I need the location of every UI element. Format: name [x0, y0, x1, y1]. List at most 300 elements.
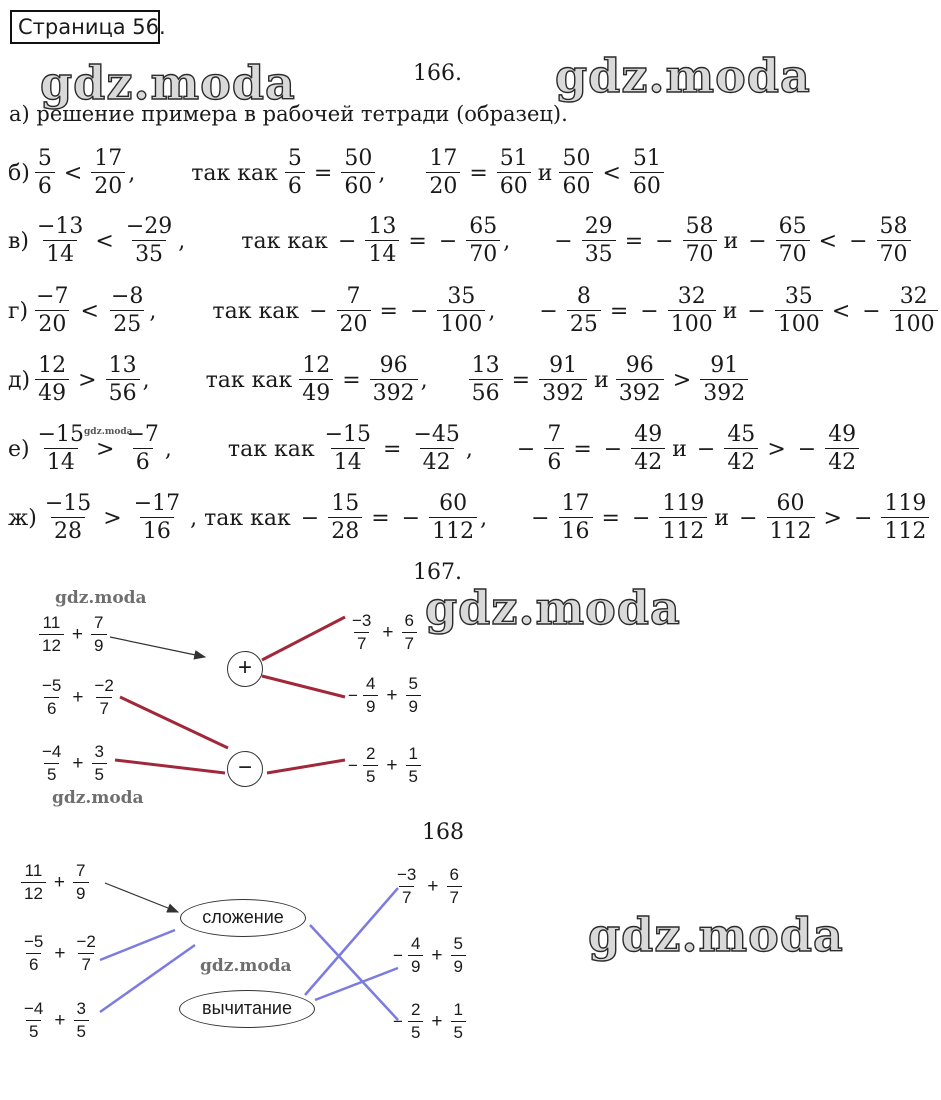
row-e2-right-fraction-denominator: 42 [631, 448, 665, 475]
expr-167-left-1-fraction-a-numerator: 11 [42, 613, 61, 632]
expr-167-left-1-fraction-a-denominator: 12 [39, 634, 64, 656]
expr-167-right-3 [348, 745, 422, 786]
expr-167-right-2-fraction-b-numerator: 5 [408, 674, 418, 693]
page-label: Страница 56. [10, 10, 160, 44]
watermark-top-left: gdz.moda [40, 56, 296, 110]
row-e1-left-fraction-denominator: 28 [328, 517, 362, 544]
row-e1-operator: = [383, 436, 402, 462]
row-e3-right-fraction [881, 492, 929, 544]
expr-167-right-1-fraction-b-numerator: 6 [404, 611, 414, 630]
row-sign: − [655, 228, 674, 254]
row-e1-left-fraction-denominator: 6 [285, 172, 305, 199]
row-e2-left-fraction-numerator: 8 [576, 283, 591, 309]
expr-168-left-2-fraction-a-denominator: 6 [26, 953, 41, 975]
expr-168-right-3-fraction-a-numerator: 2 [410, 1000, 421, 1019]
row-e2-operator: = [511, 367, 531, 393]
arrow-168 [105, 883, 178, 912]
expr-167-left-1-fraction-b [91, 614, 106, 655]
row-lhs-fraction-denominator: 6 [35, 172, 55, 199]
task-167-number: 167. [413, 560, 462, 585]
row-e3-left-fraction-denominator: 60 [559, 172, 593, 199]
line-167-minus-right3 [267, 760, 345, 773]
row-label: ж) [8, 505, 37, 531]
row-e3-right-fraction-denominator: 100 [890, 310, 938, 337]
row-reason: , так как [190, 505, 291, 531]
row-sign: − [631, 505, 651, 531]
watermark-tiny: gdz.moda [84, 427, 133, 437]
row-sign: − [797, 436, 817, 462]
row-sign: − [554, 228, 573, 254]
expr-168-right-2-operator: + [431, 944, 443, 966]
row-e2-left-fraction-denominator: 56 [469, 379, 503, 406]
expr-168-right-3-fraction-b [451, 1001, 466, 1042]
expr-168-right-2-sign: − [393, 945, 403, 965]
row-comma: , [178, 228, 186, 254]
row-sign: − [603, 436, 623, 462]
row-lhs-fraction-denominator: 14 [43, 240, 77, 267]
row-e3-operator: < [602, 160, 621, 186]
row-conjunction: и [723, 228, 739, 254]
expr-167-right-1-fraction-a-numerator: −3 [352, 611, 372, 630]
row-e2-operator: = [601, 505, 620, 531]
expr-167-right-1-fraction-a [349, 612, 374, 653]
row-e2-left-fraction-numerator: 17 [561, 490, 590, 516]
row-rhs-fraction-denominator: 20 [91, 172, 125, 199]
expr-167-left-1-fraction-a [39, 614, 64, 655]
expr-167-right-1-fraction-a-denominator: 7 [354, 632, 369, 654]
row-lhs-fraction-denominator: 14 [44, 448, 78, 475]
row-e3-left-fraction-denominator: 392 [616, 379, 664, 406]
row-e2-left-fraction-numerator: 29 [584, 213, 613, 239]
row-e2-operator: = [469, 160, 488, 186]
row-e1-right-fraction-numerator: 60 [439, 490, 468, 516]
expr-167-right-2-fraction-a-denominator: 9 [363, 695, 378, 717]
watermark-small-167-bottom: gdz.moda [52, 788, 144, 808]
expr-167-right-2-fraction-b-denominator: 9 [406, 695, 421, 717]
expr-168-right-3-operator: + [431, 1010, 443, 1032]
row-lhs-fraction-denominator: 28 [51, 517, 85, 544]
expr-167-right-3-fraction-b [406, 745, 421, 786]
expr-167-left-1-fraction-b-numerator: 7 [94, 613, 104, 632]
expr-168-right-1-fraction-b-denominator: 7 [447, 886, 462, 908]
expr-168-right-1-operator: + [427, 875, 439, 897]
row-e3-right-fraction [877, 215, 911, 267]
row-e2-right-fraction-numerator: 32 [677, 283, 706, 309]
row-rhs-fraction-numerator: −7 [126, 421, 159, 447]
watermark-top-right: gdz.moda [555, 49, 811, 103]
row-e2-left-fraction-denominator: 35 [582, 240, 616, 267]
expr-168-right-3-sign: − [393, 1011, 403, 1031]
expr-168-left-3-fraction-b [74, 1000, 89, 1041]
expr-168-right-2-fraction-b-numerator: 5 [453, 934, 463, 953]
row-sign: − [438, 228, 458, 254]
expr-168-left-3-fraction-a [21, 1000, 46, 1041]
row-e2-operator: = [609, 298, 629, 324]
row-e3-left-fraction-denominator: 100 [775, 310, 823, 337]
row-e1-left-fraction-numerator: 13 [368, 213, 397, 239]
row-conjunction: и [594, 367, 609, 393]
watermark-small-168: gdz.moda [200, 956, 292, 976]
row-e3-left-fraction-numerator: 45 [727, 421, 756, 447]
task-166-line-a: а) решение примера в рабочей тетради (образец). [9, 102, 568, 126]
row-e2-right-fraction-numerator: 119 [662, 490, 705, 516]
row-comma: , [164, 436, 172, 462]
line-168-sub-right1 [305, 888, 398, 995]
row-rhs-fraction-numerator: −8 [110, 283, 144, 309]
row-e1-operator: = [408, 228, 427, 254]
row-e1-left-fraction-denominator: 14 [331, 448, 365, 475]
row-lhs-fraction-numerator: −13 [36, 213, 84, 239]
row-sign: − [337, 228, 357, 254]
row-conjunction: и [714, 505, 730, 531]
row-e2-right-fraction-denominator: 60 [497, 172, 531, 199]
line-167-left3-minus [115, 760, 225, 773]
expr-167-right-3-fraction-b-numerator: 1 [408, 744, 418, 763]
expr-168-left-3-fraction-b-denominator: 5 [74, 1020, 89, 1042]
row-lhs-fraction-denominator: 49 [35, 379, 69, 406]
row-e1-operator: = [313, 160, 333, 186]
expr-168-left-2-fraction-b-denominator: 7 [78, 953, 93, 975]
row-e2-left-fraction-denominator: 20 [426, 172, 460, 199]
row-e1-left-fraction-denominator: 20 [337, 310, 371, 337]
row-e3-right-fraction [890, 285, 938, 337]
row-conjunction: и [672, 436, 687, 462]
expr-167-left-2-fraction-b [92, 677, 117, 718]
row-sign: − [739, 505, 758, 531]
expr-168-right-2-fraction-a-numerator: 4 [410, 934, 421, 953]
row-e2-right-fraction-denominator: 70 [683, 240, 717, 267]
expr-168-left-2-fraction-b-numerator: −2 [76, 932, 96, 951]
row-e1-right-fraction-denominator: 112 [429, 517, 477, 544]
row-sign: − [748, 228, 767, 254]
row-label: е) [8, 436, 30, 462]
row-sign: − [309, 298, 328, 324]
row-comma: , [465, 436, 473, 462]
row-comparison: < [63, 160, 83, 186]
row-e1-left-fraction-numerator: −15 [324, 421, 372, 447]
row-rhs-fraction-numerator: 13 [108, 352, 137, 378]
expr-167-left-2-fraction-a-numerator: −5 [42, 676, 62, 695]
row-e1-operator: = [379, 298, 398, 324]
expr-167-right-2-fraction-a-numerator: 4 [365, 674, 376, 693]
row-rhs-fraction-numerator: −17 [133, 490, 181, 516]
row-e2-left-fraction-denominator: 25 [567, 310, 601, 337]
row-e3-right-fraction-numerator: 58 [879, 213, 908, 239]
expr-167-left-3-fraction-b-numerator: 3 [94, 742, 104, 761]
row-sign: − [516, 436, 536, 462]
expr-168-left-1 [20, 862, 90, 903]
line-168-left2-add [100, 930, 175, 960]
expr-168-right-3 [393, 1001, 467, 1042]
subtraction-oval: вычитание [179, 990, 315, 1028]
expr-168-left-3-operator: + [54, 1009, 66, 1031]
expr-167-right-2-operator: + [386, 684, 398, 706]
row-e3-left-fraction-denominator: 112 [767, 517, 815, 544]
row-e1-right-fraction-numerator: −45 [413, 421, 460, 447]
row-e3-right-fraction-numerator: 119 [884, 490, 927, 516]
row-rhs-fraction-denominator: 25 [110, 310, 144, 337]
row-rhs-fraction-numerator: −29 [125, 213, 173, 239]
row-comma: , [480, 505, 488, 531]
row-e2-left-fraction-numerator: 7 [547, 421, 562, 447]
expr-167-right-1-fraction-b-denominator: 7 [402, 632, 417, 654]
row-e1-right-fraction-denominator: 60 [341, 172, 375, 199]
expr-168-left-2-fraction-a [21, 933, 46, 974]
row-sign: − [300, 505, 320, 531]
row-e2-operator: = [624, 228, 644, 254]
expr-167-left-2-fraction-b-denominator: 7 [96, 697, 111, 719]
row-e3-right-fraction-numerator: 49 [828, 421, 857, 447]
expr-167-left-2-fraction-a [39, 677, 64, 718]
row-e2-right-fraction-numerator: 58 [685, 213, 714, 239]
expr-168-right-3-fraction-a-denominator: 5 [408, 1021, 423, 1043]
row-sign: − [862, 298, 881, 324]
expr-167-right-2 [348, 675, 422, 716]
row-e3-left-fraction-numerator: 60 [776, 490, 805, 516]
row-e3-left-fraction-denominator: 42 [724, 448, 758, 475]
expr-167-right-1 [348, 612, 418, 653]
row-comma: , [420, 367, 428, 393]
expr-168-left-3-fraction-a-numerator: −4 [24, 999, 44, 1018]
row-label: д) [8, 367, 31, 393]
minus-circle: − [227, 751, 263, 787]
row-sign: − [531, 505, 550, 531]
row-rhs-fraction-denominator: 35 [132, 240, 166, 267]
row-e3-operator: > [823, 505, 842, 531]
expr-168-left-2-fraction-b [74, 933, 99, 974]
row-conjunction: и [537, 160, 553, 186]
row-comparison: > [96, 436, 115, 462]
expr-167-left-3-fraction-a [39, 743, 64, 784]
row-e1-right-fraction-denominator: 70 [466, 240, 500, 267]
row-sign: − [747, 298, 766, 324]
expr-167-left-1-fraction-b-denominator: 9 [91, 634, 106, 656]
row-reason: так как [191, 160, 278, 186]
expr-168-right-2-fraction-b [451, 935, 466, 976]
row-e3-right-fraction-numerator: 51 [632, 145, 661, 171]
row-sign: − [409, 298, 429, 324]
row-conjunction: и [722, 298, 738, 324]
row-sign: − [640, 298, 659, 324]
expr-168-left-2-fraction-a-numerator: −5 [24, 932, 44, 951]
addition-oval: сложение [180, 899, 306, 937]
expr-167-left-3-fraction-b [92, 743, 107, 784]
expr-168-right-1-fraction-b-numerator: 6 [449, 865, 459, 884]
row-e3-left-fraction-denominator: 70 [776, 240, 810, 267]
row-e2-left-fraction-numerator: 17 [429, 145, 458, 171]
expr-167-left-1-operator: + [71, 623, 84, 645]
row-e3-operator: > [767, 436, 786, 462]
row-e2-right-fraction-denominator: 392 [539, 379, 587, 406]
row-sign: − [853, 505, 873, 531]
row-e1-right-fraction-numerator: 35 [447, 283, 476, 309]
expr-168-right-2-fraction-b-denominator: 9 [451, 955, 466, 977]
row-reason: так как [212, 298, 300, 324]
expr-168-right-3-fraction-b-denominator: 5 [451, 1021, 466, 1043]
row-e3-left-fraction-numerator: 50 [562, 145, 591, 171]
row-e2-right-fraction-denominator: 112 [659, 517, 707, 544]
expr-167-left-3-fraction-b-denominator: 5 [92, 763, 107, 785]
row-label: в) [8, 228, 29, 254]
expr-167-right-3-fraction-a-numerator: 2 [365, 744, 376, 763]
expr-167-left-3 [38, 743, 108, 784]
arrow-167 [110, 637, 205, 657]
row-label: б) [8, 160, 30, 186]
expr-167-right-2-fraction-b [406, 675, 421, 716]
row-e3-operator: < [818, 228, 838, 254]
row-e1-right-fraction-denominator: 392 [370, 379, 418, 406]
expr-167-left-2-operator: + [72, 686, 84, 708]
expr-168-right-1-fraction-a [394, 866, 419, 907]
row-sign: − [539, 298, 558, 324]
plus-circle: + [227, 651, 263, 687]
row-e2-left-fraction-denominator: 16 [559, 517, 593, 544]
line-167-plus-right1 [262, 617, 345, 660]
expr-167-right-3-fraction-a-denominator: 5 [363, 765, 378, 787]
expr-167-right-2-fraction-a [363, 675, 378, 716]
row-sign: − [401, 505, 421, 531]
row-e1-right-fraction-denominator: 100 [437, 310, 485, 337]
line-168-sub-right2 [315, 968, 398, 1000]
expr-168-right-1-fraction-b [447, 866, 462, 907]
row-e1-left-fraction-numerator: 7 [346, 283, 361, 309]
expr-168-right-3-fraction-a [408, 1001, 423, 1042]
row-lhs-fraction-numerator: −15 [44, 490, 92, 516]
row-e1-right-fraction-numerator: 96 [379, 352, 408, 378]
row-e3-operator: < [831, 298, 851, 324]
expr-168-left-1-operator: + [53, 871, 66, 893]
expr-167-left-3-operator: + [72, 752, 84, 774]
row-e1-operator: = [342, 367, 361, 393]
row-e1-left-fraction-numerator: 12 [302, 352, 331, 378]
expr-167-left-3-fraction-a-denominator: 5 [44, 763, 59, 785]
expr-167-left-2 [38, 677, 118, 718]
row-e1-operator: = [371, 505, 390, 531]
expr-168-right-1 [393, 866, 463, 907]
expr-167-right-1-fraction-b [402, 612, 417, 653]
row-e3-operator: > [672, 367, 692, 393]
row-e1-left-fraction-denominator: 14 [365, 240, 399, 267]
row-lhs-fraction-numerator: 12 [38, 352, 67, 378]
row-e2-right-fraction-numerator: 91 [549, 352, 578, 378]
expr-168-right-1-fraction-a-numerator: −3 [397, 865, 417, 884]
line-167-left2-minus [120, 697, 228, 748]
expr-168-right-2-fraction-a [408, 935, 423, 976]
row-comma: , [503, 228, 511, 254]
row-e1-right-fraction-denominator: 42 [420, 448, 454, 475]
row-label: г) [8, 298, 29, 324]
row-e3-right-fraction-numerator: 91 [710, 352, 739, 378]
row-comma: , [142, 367, 150, 393]
row-e2-left-fraction-numerator: 13 [471, 352, 500, 378]
row-rhs-fraction-denominator: 56 [106, 379, 140, 406]
row-comparison: < [80, 298, 99, 324]
row-e3-right-fraction-denominator: 42 [825, 448, 859, 475]
row-comma: , [488, 298, 496, 324]
row-rhs-fraction-denominator: 16 [140, 517, 174, 544]
watermark-middle: gdz.moda [425, 581, 681, 635]
row-lhs-fraction-numerator: −7 [36, 283, 69, 309]
expr-168-right-2 [393, 935, 467, 976]
expr-168-left-1-fraction-b-numerator: 7 [76, 861, 86, 880]
row-reason: так как [205, 367, 293, 393]
expr-168-right-3-fraction-b-numerator: 1 [453, 1000, 463, 1019]
row-comparison: < [95, 228, 114, 254]
row-comparison: > [78, 367, 97, 393]
expr-168-left-1-fraction-b-denominator: 9 [73, 882, 88, 904]
expr-168-right-2-fraction-a-denominator: 9 [408, 955, 423, 977]
task-166-number: 166. [413, 61, 462, 86]
watermark-small-167-top: gdz.moda [55, 588, 147, 608]
expr-168-left-1-fraction-a [21, 862, 46, 903]
watermark-bottom-right: gdz.moda [588, 908, 844, 962]
row-reason: так как [227, 436, 315, 462]
row-e3-right-fraction-numerator: 32 [899, 283, 928, 309]
row-e2-right-fraction-denominator: 100 [668, 310, 716, 337]
expr-168-left-3-fraction-a-denominator: 5 [26, 1020, 41, 1042]
line-167-plus-right2 [262, 676, 345, 697]
row-comma: , [378, 160, 386, 186]
row-comma: , [128, 160, 136, 186]
expr-168-left-2 [20, 933, 100, 974]
expr-167-right-3-fraction-a [363, 745, 378, 786]
expr-167-right-3-sign: − [348, 755, 358, 775]
task-168-number: 168 [422, 820, 464, 845]
row-lhs-fraction-denominator: 20 [35, 310, 69, 337]
row-rhs-fraction-numerator: 17 [94, 145, 123, 171]
expr-167-left-2-fraction-a-denominator: 6 [44, 697, 59, 719]
row-lhs-fraction-numerator: 5 [37, 145, 52, 171]
row-reason: так как [241, 228, 328, 254]
row-e1-left-fraction-denominator: 49 [299, 379, 333, 406]
row-e1-right-fraction-numerator: 50 [344, 145, 373, 171]
expr-167-right-3-fraction-b-denominator: 5 [406, 765, 421, 787]
row-e3-right-fraction-denominator: 392 [700, 379, 748, 406]
row-rhs-fraction-denominator: 6 [133, 448, 153, 475]
expr-167-right-2-sign: − [348, 685, 358, 705]
row-e1-left-fraction-numerator: 5 [287, 145, 302, 171]
row-e1-right-fraction-numerator: 65 [469, 213, 498, 239]
row-e3-left-fraction-numerator: 96 [625, 352, 654, 378]
row-e3-right-fraction-denominator: 60 [630, 172, 664, 199]
expr-167-left-1 [38, 614, 108, 655]
expr-168-left-2-operator: + [54, 942, 66, 964]
row-lhs-fraction-numerator: −15 [37, 421, 85, 447]
row-e2-right-fraction-numerator: 51 [499, 145, 528, 171]
row-sign: − [696, 436, 716, 462]
row-e3-right-fraction-denominator: 70 [877, 240, 911, 267]
expr-167-right-3-operator: + [386, 754, 398, 776]
row-comparison: > [103, 505, 122, 531]
expr-167-right-1-operator: + [382, 621, 394, 643]
row-e3-right-fraction-denominator: 112 [881, 517, 929, 544]
expr-168-left-1-fraction-a-denominator: 12 [21, 882, 46, 904]
row-comma: , [149, 298, 157, 324]
row-e2-left-fraction-denominator: 6 [544, 448, 564, 475]
row-sign: − [849, 228, 868, 254]
expr-167-left-3-fraction-a-numerator: −4 [42, 742, 62, 761]
expr-168-left-3 [20, 1000, 90, 1041]
row-e3-left-fraction-numerator: 65 [778, 213, 807, 239]
row-e1-left-fraction-numerator: 15 [331, 490, 360, 516]
expr-168-right-1-fraction-a-denominator: 7 [399, 886, 414, 908]
expr-167-left-2-fraction-b-numerator: −2 [94, 676, 114, 695]
row-e3-left-fraction-numerator: 35 [784, 283, 813, 309]
task-167-connections [110, 617, 345, 773]
row-e2-operator: = [573, 436, 592, 462]
expr-168-left-1-fraction-a-numerator: 11 [24, 861, 43, 880]
row-e2-right-fraction-numerator: 49 [634, 421, 663, 447]
